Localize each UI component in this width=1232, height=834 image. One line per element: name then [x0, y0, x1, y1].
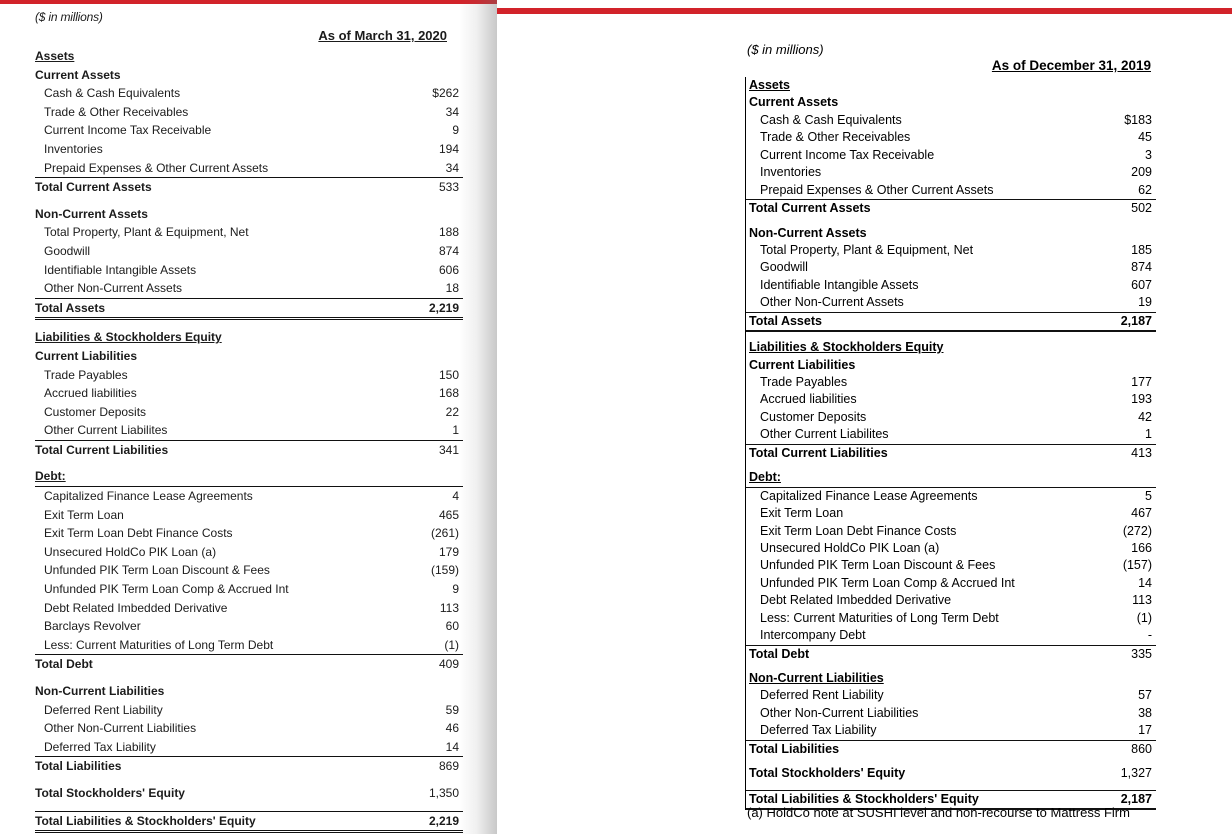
row-label: Exit Term Loan Debt Finance Costs: [44, 526, 233, 541]
table-row: [35, 384, 463, 403]
table-row: [746, 357, 1156, 374]
row-label: Barclays Revolver: [44, 619, 141, 634]
table-row: [746, 741, 1156, 758]
row-label: Unfunded PIK Term Loan Discount & Fees: [44, 563, 270, 578]
row-label: Total Property, Plant & Equipment, Net: [760, 242, 974, 257]
row-value: 2,219: [428, 300, 459, 315]
row-value: 1: [452, 423, 459, 438]
row-label: Liabilities & Stockholders Equity: [35, 330, 222, 345]
row-label: Total Stockholders' Equity: [749, 766, 906, 781]
row-value: 869: [438, 759, 459, 774]
row-label: Prepaid Expenses & Other Current Assets: [760, 182, 994, 197]
table-row: [35, 467, 463, 487]
row-label: Non-Current Assets: [35, 206, 148, 221]
row-label: Other Non-Current Liabilities: [44, 721, 197, 736]
row-value: 1,350: [428, 785, 459, 800]
table-row: [746, 129, 1156, 146]
table-row: [35, 441, 463, 460]
row-label: Debt:: [35, 469, 66, 484]
balance-sheet-table: [745, 77, 1156, 810]
row-value: 14: [1138, 575, 1152, 590]
units-label: ($ in millions): [35, 10, 103, 24]
table-row: [35, 506, 463, 525]
row-label: Customer Deposits: [44, 404, 147, 419]
table-row: [35, 205, 463, 224]
row-value: (272): [1122, 523, 1152, 538]
row-value: 113: [439, 600, 459, 615]
table-row: [746, 182, 1156, 200]
row-label: Total Assets: [35, 300, 106, 315]
row-label: Other Current Liabilites: [44, 423, 168, 438]
table-row: [35, 121, 463, 140]
row-label: Accrued liabilities: [760, 392, 857, 407]
row-value: 502: [1131, 201, 1152, 216]
row-label: Identifiable Intangible Assets: [44, 262, 197, 277]
row-label: Debt Related Imbedded Derivative: [760, 593, 952, 608]
row-value: 34: [445, 104, 459, 119]
row-value: 150: [438, 367, 459, 382]
row-label: Less: Current Maturities of Long Term Debt: [44, 637, 274, 652]
row-label: Assets: [749, 78, 790, 92]
table-row: [746, 523, 1156, 540]
table-row: [35, 242, 463, 261]
table-row: [746, 592, 1156, 609]
row-value: 62: [1138, 182, 1152, 197]
row-label: Total Current Liabilities: [749, 445, 888, 460]
row-label: Non-Current Liabilities: [749, 671, 884, 685]
row-value: 177: [1131, 375, 1152, 389]
row-value: 874: [1131, 260, 1152, 275]
row-label: Trade Payables: [44, 367, 128, 382]
row-value: 4: [452, 489, 459, 504]
row-label: Other Current Liabilites: [760, 427, 889, 442]
row-value: 38: [1138, 705, 1152, 720]
row-value: 42: [1138, 409, 1152, 424]
table-row: [746, 575, 1156, 592]
row-value: 341: [438, 442, 459, 457]
table-row: [746, 540, 1156, 557]
row-value: 166: [1131, 540, 1152, 555]
table-row: [35, 580, 463, 599]
row-value: 607: [1131, 277, 1152, 292]
row-label: Current Liabilities: [35, 348, 138, 363]
table-row: [35, 47, 463, 66]
table-row: [746, 164, 1156, 181]
table-row: [746, 147, 1156, 164]
row-label: Unfunded PIK Term Loan Discount & Fees: [760, 558, 996, 573]
row-label: Other Non-Current Liabilities: [760, 705, 919, 720]
row-label: Identifiable Intangible Assets: [760, 277, 919, 292]
table-row: [35, 636, 463, 656]
row-label: Current Income Tax Receivable: [760, 147, 935, 162]
table-row: [746, 646, 1156, 663]
row-label: Non-Current Assets: [749, 225, 867, 240]
table-row: [35, 84, 463, 103]
table-row: [746, 705, 1156, 722]
row-label: Goodwill: [44, 243, 91, 258]
row-value: 606: [438, 262, 459, 277]
table-row: [746, 557, 1156, 574]
row-value: 113: [1132, 593, 1152, 608]
row-value: 22: [445, 404, 459, 419]
row-value: $262: [432, 86, 459, 101]
table-row: [746, 374, 1156, 391]
table-row: [746, 77, 1156, 94]
row-value: 209: [1131, 165, 1152, 180]
row-value: 19: [1138, 295, 1152, 310]
row-label: Total Current Liabilities: [35, 442, 169, 457]
row-label: Other Non-Current Assets: [44, 281, 183, 296]
row-value: 533: [438, 180, 459, 195]
row-label: Non-Current Liabilities: [35, 684, 165, 698]
table-row: [35, 366, 463, 385]
row-label: Total Liabilities & Stockholders' Equity: [749, 791, 979, 806]
table-row: [35, 140, 463, 159]
row-label: Total Debt: [35, 657, 93, 672]
column-date-header: As of December 31, 2019: [991, 58, 1151, 73]
row-value: 18: [445, 281, 459, 296]
row-label: Customer Deposits: [760, 409, 867, 424]
table-row: [746, 94, 1156, 111]
row-value: 193: [1131, 392, 1152, 407]
row-value: 2,187: [1120, 313, 1152, 328]
row-value: 335: [1131, 646, 1152, 661]
row-value: 860: [1131, 741, 1152, 756]
table-row: [746, 242, 1156, 259]
row-value: 409: [438, 657, 459, 672]
row-label: Total Stockholders' Equity: [35, 785, 185, 800]
row-value: 2,187: [1120, 791, 1152, 806]
row-label: Total Property, Plant & Equipment, Net: [44, 225, 249, 240]
row-value: 188: [438, 225, 459, 240]
table-row: [35, 487, 463, 506]
row-label: Exit Term Loan Debt Finance Costs: [760, 523, 957, 538]
table-row: [35, 178, 463, 197]
table-row: [35, 701, 463, 720]
row-value: 46: [445, 721, 459, 736]
table-row: [746, 469, 1156, 487]
row-label: Cash & Cash Equivalents: [760, 112, 902, 127]
table-row: [35, 543, 463, 562]
row-label: Total Current Assets: [749, 201, 871, 216]
row-value: (159): [430, 563, 459, 578]
row-label: Total Liabilities: [749, 741, 840, 756]
row-label: Exit Term Loan: [760, 506, 844, 521]
row-value: 2,219: [428, 813, 459, 828]
row-label: Deferred Rent Liability: [44, 702, 163, 717]
row-label: Inventories: [760, 165, 822, 180]
table-row: [35, 347, 463, 366]
table-row: [746, 277, 1156, 294]
table-row: [746, 687, 1156, 704]
row-label: Prepaid Expenses & Other Current Assets: [44, 160, 269, 175]
row-value: 1: [1145, 427, 1152, 442]
table-row: [746, 445, 1156, 462]
row-label: Unsecured HoldCo PIK Loan (a): [44, 544, 217, 559]
row-value: (157): [1122, 558, 1152, 573]
row-value: 9: [452, 123, 459, 138]
row-value: 3: [1145, 147, 1152, 162]
row-label: Exit Term Loan: [44, 507, 124, 522]
row-label: Assets: [35, 49, 75, 63]
row-label: Total Assets: [749, 313, 822, 328]
row-label: Deferred Tax Liability: [760, 723, 877, 738]
footnote: (a) HoldCo note at SUSHI level and non-recourse to Mattress Firm: [747, 805, 1130, 820]
table-row: [35, 738, 463, 758]
table-row: [746, 313, 1156, 332]
row-value: 413: [1131, 445, 1152, 460]
left-balance-sheet: [0, 0, 497, 834]
table-row: [746, 765, 1156, 782]
row-value: 5: [1145, 488, 1152, 503]
row-value: -: [1147, 628, 1152, 643]
row-label: Total Debt: [749, 646, 810, 661]
table-row: [746, 112, 1156, 129]
row-value: 60: [445, 619, 459, 634]
row-label: Deferred Rent Liability: [760, 688, 884, 703]
row-value: $183: [1124, 112, 1152, 127]
row-label: Less: Current Maturities of Long Term Debt: [760, 610, 999, 625]
table-row: [746, 391, 1156, 408]
table-row: [35, 599, 463, 618]
table-row: [746, 670, 1156, 687]
row-label: Trade & Other Receivables: [44, 104, 189, 119]
row-value: 1,327: [1120, 766, 1152, 781]
table-row: [746, 505, 1156, 522]
row-value: 14: [445, 739, 459, 754]
row-value: 9: [452, 582, 459, 597]
table-row: [35, 784, 463, 803]
row-label: Cash & Cash Equivalents: [44, 86, 181, 101]
row-label: Deferred Tax Liability: [44, 739, 156, 754]
table-row: [35, 103, 463, 122]
table-row: [35, 403, 463, 422]
table-row: [35, 757, 463, 776]
table-row: [746, 610, 1156, 627]
balance-sheet-table: [35, 47, 463, 833]
row-label: Current Income Tax Receivable: [44, 123, 212, 138]
left-page-screenshot: [0, 0, 497, 834]
row-label: Total Liabilities: [35, 759, 122, 774]
row-value: 17: [1138, 723, 1152, 738]
row-value: 179: [438, 544, 459, 559]
row-label: Total Current Assets: [35, 180, 152, 195]
row-label: Current Assets: [35, 67, 121, 82]
table-row: [35, 655, 463, 674]
table-row: [35, 223, 463, 242]
row-label: Debt:: [749, 470, 781, 485]
row-value: 45: [1138, 130, 1152, 145]
row-label: Debt Related Imbedded Derivative: [44, 600, 228, 615]
row-label: Other Non-Current Assets: [760, 295, 904, 310]
table-row: [35, 261, 463, 280]
row-value: 57: [1138, 688, 1152, 703]
row-label: Current Liabilities: [749, 357, 856, 372]
column-date-header: As of March 31, 2020: [318, 28, 447, 43]
row-label: Liabilities & Stockholders Equity: [749, 340, 944, 355]
row-value: 874: [438, 243, 459, 258]
row-label: Unsecured HoldCo PIK Loan (a): [760, 540, 940, 555]
table-row: [35, 719, 463, 738]
row-value: 467: [1131, 506, 1152, 521]
table-row: [35, 682, 463, 701]
row-value: (1): [444, 637, 459, 652]
row-label: Current Assets: [749, 95, 839, 110]
units-label: ($ in millions): [747, 42, 824, 57]
table-row: [746, 409, 1156, 426]
row-value: 465: [438, 507, 459, 522]
row-label: Capitalized Finance Lease Agreements: [760, 488, 978, 503]
table-row: [35, 421, 463, 441]
row-value: 185: [1131, 242, 1152, 257]
table-row: [746, 426, 1156, 444]
row-label: Trade Payables: [760, 375, 848, 389]
table-row: [746, 488, 1156, 505]
row-label: Unfunded PIK Term Loan Comp & Accrued Int: [760, 575, 1015, 590]
right-page: [497, 0, 1232, 834]
row-label: Trade & Other Receivables: [760, 130, 911, 145]
table-row: [746, 294, 1156, 312]
table-row: [746, 339, 1156, 356]
row-label: Total Liabilities & Stockholders' Equity: [35, 813, 256, 828]
table-row: [746, 259, 1156, 276]
row-value: (261): [430, 526, 459, 541]
table-row: [746, 225, 1156, 242]
row-label: Inventories: [44, 141, 103, 156]
row-label: Intercompany Debt: [760, 628, 866, 643]
table-row: [35, 561, 463, 580]
table-row: [35, 299, 463, 321]
table-row: [35, 811, 463, 834]
table-row: [35, 328, 463, 347]
table-row: [35, 524, 463, 543]
table-row: [35, 159, 463, 179]
row-label: Goodwill: [760, 260, 808, 275]
table-row: [35, 279, 463, 299]
row-value: (1): [1136, 610, 1152, 625]
row-value: 168: [438, 386, 459, 401]
table-row: [35, 66, 463, 85]
row-label: Unfunded PIK Term Loan Comp & Accrued Int: [44, 582, 289, 597]
table-row: [746, 722, 1156, 740]
row-label: Accrued liabilities: [44, 386, 137, 401]
row-value: 34: [445, 160, 459, 175]
table-row: [35, 617, 463, 636]
row-value: 194: [438, 141, 459, 156]
row-value: 59: [445, 702, 459, 717]
table-row: [746, 627, 1156, 645]
row-label: Capitalized Finance Lease Agreements: [44, 489, 253, 504]
table-row: [746, 200, 1156, 217]
